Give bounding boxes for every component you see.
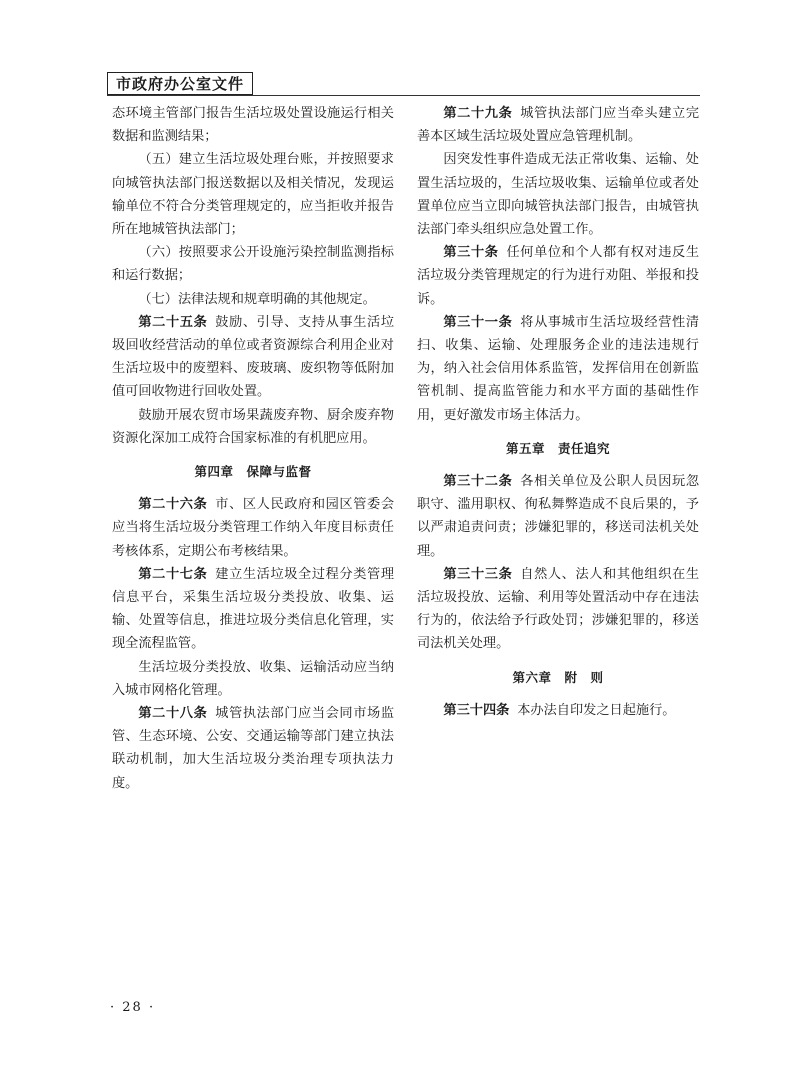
header-divider — [107, 95, 700, 96]
article-text: 城管执法部门应当牵头建立完善本区域生活垃圾处置应急管理机制。 — [417, 106, 700, 145]
article-label: 第二十八条 — [138, 706, 208, 722]
article-label: 第二十九条 — [443, 106, 513, 121]
article-text: 各相关单位及公职人员因玩忽职守、滥用职权、徇私舞弊造成不良后果的，予以严肃追责问责；涉嫌犯罪的，移送司法机关处理。 — [417, 474, 700, 559]
right-column — [417, 102, 699, 722]
article-text: 将从事城市生活垃圾经营性清扫、收集、运输、处理服务企业的违法违规行为，纳入社会信用体系监管，发挥信用在创新监管机制、提高监管能力和水平方面的基础性作用，更好激发市场主体活力。 — [417, 314, 700, 423]
article-text: 市、区人民政府和园区管委会应当将生活垃圾分类管理工作纳入年度目标责任考核体系，定期公布考核结果。 — [112, 497, 395, 559]
article-26 — [112, 493, 394, 563]
document-header — [107, 72, 253, 95]
article-label: 第二十七条 — [138, 566, 208, 582]
article-28 — [112, 702, 394, 795]
chapter-heading: 第四章 保障与监督 — [194, 464, 312, 480]
article-30 — [417, 241, 699, 311]
article-32 — [417, 470, 699, 563]
article-34 — [417, 699, 699, 722]
article-31 — [417, 311, 699, 427]
article-text: 自然人、法人和其他组织在生活垃圾投放、运输、利用等处置活动中存在违法行为的，依法给予行政处罚；涉嫌犯罪的，移送司法机关处理。 — [417, 566, 700, 652]
chapter-heading: 第五章 责任追究 — [505, 440, 610, 456]
left-column — [112, 102, 394, 795]
paragraph: （七）法律法规和规章明确的其他规定。 — [138, 291, 376, 307]
article-label: 第三十四条 — [443, 702, 510, 718]
article-text: 任何单位和个人都有权对违反生活垃圾分类管理规定的行为进行劝阻、举报和投诉。 — [417, 245, 700, 307]
chapter-heading: 第六章 附 则 — [512, 669, 604, 685]
article-25 — [112, 311, 394, 404]
article-33 — [417, 563, 699, 656]
article-29 — [417, 102, 699, 148]
article-text: 建立生活垃圾全过程分类管理信息平台，采集生活垃圾分类投放、收集、运输、处置等信息，推进垃圾分类信息化管理，实现全流程监管。 — [112, 566, 395, 652]
article-label: 第三十三条 — [443, 566, 513, 582]
article-text: 鼓励、引导、支持从事生活垃圾回收经营活动的单位或者资源综合利用企业对生活垃圾中的废塑料、废玻璃、废织物等低附加值可回收物进行回收处置。 — [112, 314, 395, 400]
article-label: 第三十一条 — [443, 314, 513, 330]
page-number: · 28 · — [110, 1000, 156, 1015]
paragraph: 态环境主管部门报告生活垃圾处置设施运行相关数据和监测结果； — [112, 106, 394, 145]
paragraph: （六）按照要求公开设施污染控制监测指标和运行数据； — [112, 245, 394, 284]
paragraph: 因突发性事件造成无法正常收集、运输、处置生活垃圾的，生活垃圾收集、运输单位或者处置单位应当立即向城管执法部门报告，由城管执法部门牵头组织应急处置工作。 — [417, 152, 699, 238]
paragraph: 鼓励开展农贸市场果蔬废弃物、厨余废弃物资源化深加工成符合国家标准的有机肥应用。 — [112, 407, 394, 446]
article-label: 第三十条 — [443, 245, 499, 261]
article-label: 第三十二条 — [443, 474, 513, 490]
article-27 — [112, 563, 394, 656]
article-text: 本办法自印发之日起施行。 — [517, 702, 676, 718]
paragraph: 生活垃圾分类投放、收集、运输活动应当纳入城市网格化管理。 — [112, 659, 394, 698]
header-title: 市政府办公室文件 — [107, 72, 253, 95]
article-label: 第二十五条 — [138, 314, 208, 330]
article-text: 城管执法部门应当会同市场监管、生态环境、公安、交通运输等部门建立执法联动机制，加大生活垃圾分类治理专项执法力度。 — [112, 706, 395, 791]
article-label: 第二十六条 — [138, 497, 208, 513]
paragraph: （五）建立生活垃圾处理台账，并按照要求向城管执法部门报送数据以及相关情况，发现运输单位不符合分类管理规定的，应当拒收并报告所在地城管执法部门； — [112, 152, 394, 238]
